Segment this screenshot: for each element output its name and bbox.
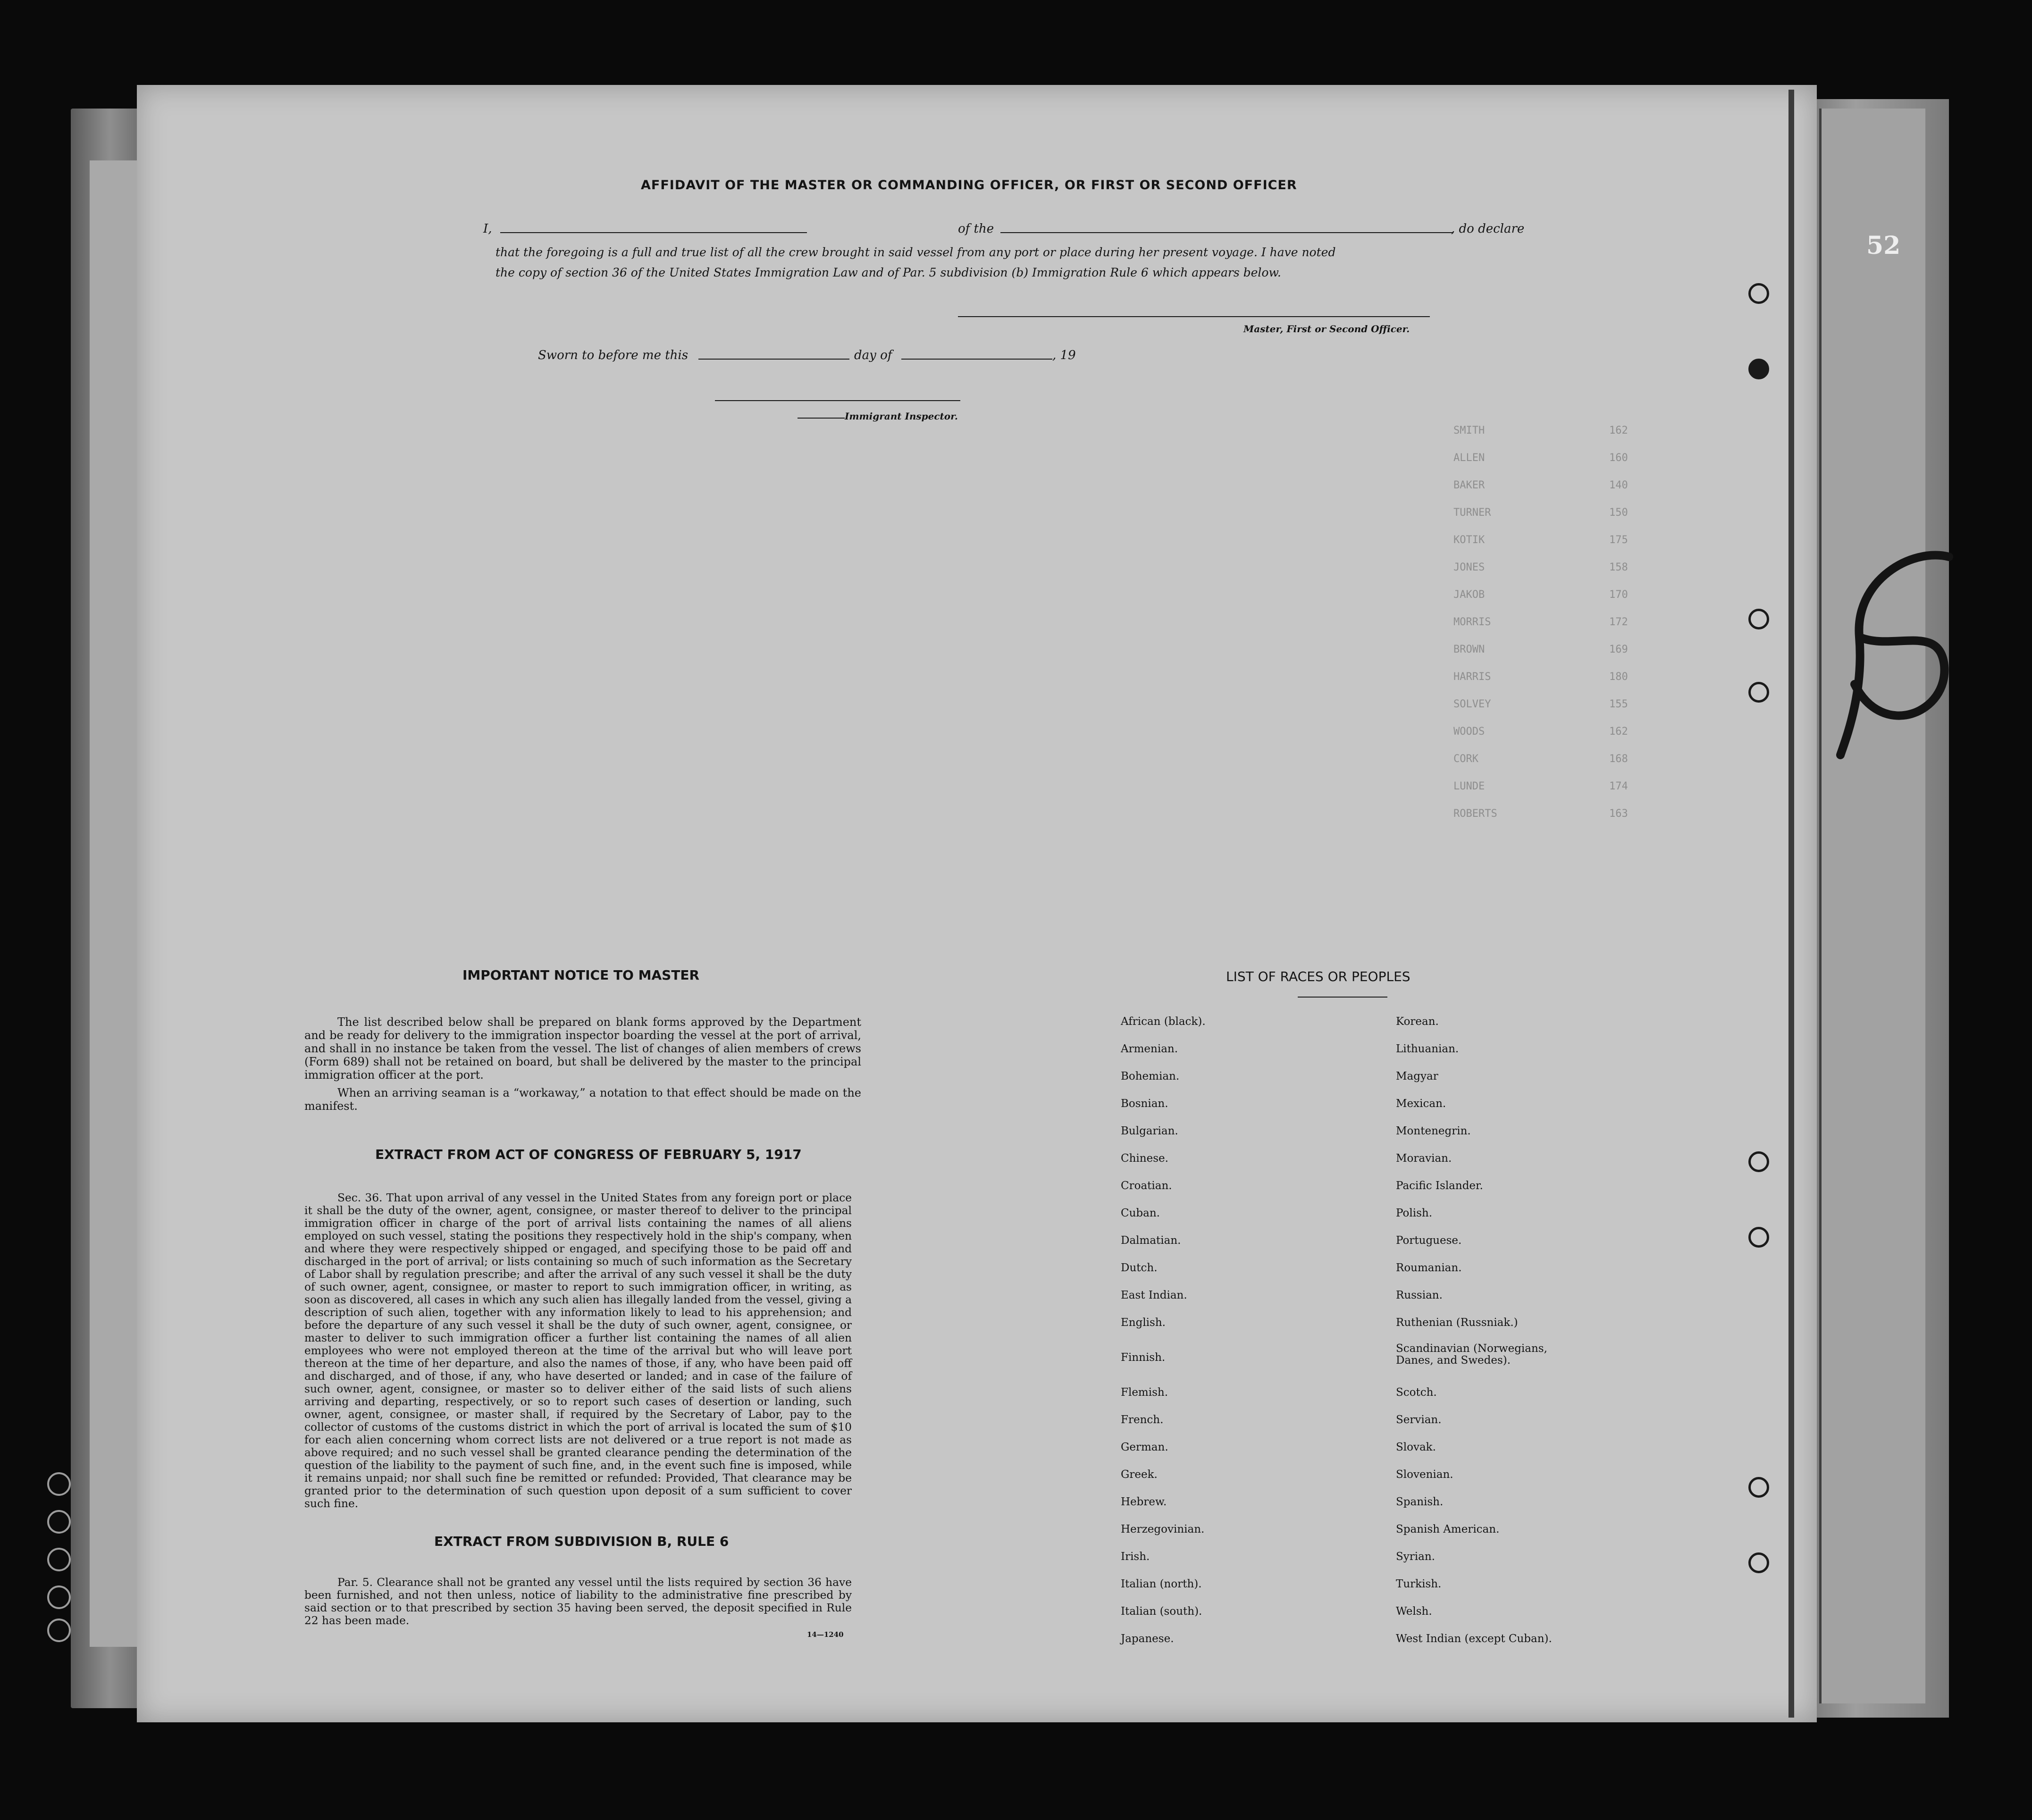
race-item: Croatian.: [1121, 1180, 1172, 1192]
bleed-through-text: 175: [1609, 534, 1628, 546]
binder-hole: [47, 1548, 71, 1571]
sworn-label: Sworn to before me this: [538, 348, 689, 362]
notice-paragraph-1: The list described below shall be prepared on blank forms approved by the Department and be ready for delivery to the immigration inspector boarding the vessel at the port of arrival, and shall in no instance be taken from the vessel. The list of changes of alien members of crews (Form 689) shall not be retained on board, but shall be delivered by the master to the principal immigration officer at the port.: [304, 1015, 861, 1082]
sheet-number: 52: [1866, 231, 1901, 260]
race-item: African (black).: [1121, 1015, 1206, 1028]
race-item: Herzegovinian.: [1121, 1523, 1205, 1535]
bleed-through-text: SMITH: [1453, 425, 1485, 436]
race-item: Montenegrin.: [1396, 1125, 1471, 1137]
page-edge-shadow: [1788, 90, 1794, 1718]
bleed-through-text: 163: [1609, 808, 1628, 820]
bleed-through-text: 168: [1609, 753, 1628, 765]
master-signature-line: [958, 316, 1430, 317]
bleed-through-text: ALLEN: [1453, 452, 1485, 464]
affidavit-title: AFFIDAVIT OF THE MASTER OR COMMANDING OFFICER, OR FIRST OR SECOND OFFICER: [641, 178, 1297, 193]
race-item: Bohemian.: [1121, 1070, 1180, 1082]
master-signature-label: Master, First or Second Officer.: [1243, 323, 1410, 335]
notice-header: IMPORTANT NOTICE TO MASTER: [462, 967, 700, 983]
binder-ring-mark: [1748, 1151, 1769, 1172]
underlying-page-right-inner: [1819, 109, 1925, 1703]
bleed-through-text: 169: [1609, 644, 1628, 655]
race-item: Italian (south).: [1121, 1605, 1202, 1618]
binder-hole: [47, 1619, 71, 1642]
act-extract-text: Sec. 36. That upon arrival of any vessel in the United States from any foreign port or place it shall be the duty of the owner, agent, consignee, or master thereof to deliver to the principal immigration officer in charge of the port of arrival lists containing the names of all aliens employed on such vessel, stating the positions they respectively hold in the ship's company, when and where they were respectively shipped or engaged, and specifying those to be paid off and discharged in the port of arrival; or lists containing so much of such information as the Secretary of Labor shall by regulation prescribe; and after the arrival of any such vessel it shall be the duty of such owner, agent, consignee, or master to report to such immigration officer, in writing, as soon as discovered, all cases in which any such alien has illegally landed from the vessel, giving a description of such alien, together with any information likely to lead to his apprehension; and before the departure of any such vessel it shall be the duty of such owner, agent, consignee, or master to deliver to such immigration officer a further list containing the names of all alien employees who were not employed thereon at the time of the arrival but who will leave port thereon at the time of her departure, and also the names of those, if any, who have been paid off and discharged, and of those, if any, who have deserted or landed; and in case of the failure of such owner, agent, consignee, or master so to deliver either of the said lists of such aliens arriving and departing, respectively, or so to report such cases of desertion or landing, such owner, agent, consignee, or master shall, if required by the Secretary of Labor, pay to the collector of customs of the customs district in which the port of arrival is located the sum of $10 for each alien concerning whom correct lists are not delivered or a true report is not made as above required; and no such vessel shall be granted clearance pending the determination of the question of the liability to the payment of such fine, and, in the event such fine is imposed, while it remains unpaid; nor shall such fine be remitted or refunded: Provided, That clearance may be granted prior to the determination of such question upon deposit of a sum sufficient to cover such fine.: [304, 1191, 852, 1510]
race-item: Finnish.: [1121, 1351, 1166, 1364]
race-item: East Indian.: [1121, 1289, 1187, 1301]
inspector-signature-line: [715, 400, 960, 401]
affidavit-i-label: I,: [483, 222, 492, 236]
bleed-through-text: 172: [1609, 616, 1628, 628]
race-item: Roumanian.: [1396, 1262, 1462, 1274]
bleed-through-text: 162: [1609, 425, 1628, 436]
binder-ring-mark: [1748, 1227, 1769, 1248]
rule-extract-text: Par. 5. Clearance shall not be granted any vessel until the lists required by section 36 have been furnished, and not then unless, notice of liability to the administrative fine prescribed by said section or to that prescribed by section 35 having been served, the deposit specified in Rule 22 has been made.: [304, 1576, 852, 1627]
race-item: Scotch.: [1396, 1386, 1437, 1399]
race-item: Portuguese.: [1396, 1234, 1462, 1247]
race-item: Spanish American.: [1396, 1523, 1500, 1535]
bleed-through-text: 150: [1609, 507, 1628, 519]
race-item: Dalmatian.: [1121, 1234, 1181, 1247]
race-item: Bosnian.: [1121, 1098, 1168, 1110]
affidavit-of-the-label: of the: [958, 222, 994, 236]
races-header-underline: [1298, 997, 1387, 998]
bleed-through-text: WOODS: [1453, 726, 1485, 738]
race-item: Hebrew.: [1121, 1496, 1167, 1508]
bleed-through-text: 162: [1609, 726, 1628, 738]
races-header: LIST OF RACES OR PEOPLES: [1226, 969, 1411, 984]
act-extract-header: EXTRACT FROM ACT OF CONGRESS OF FEBRUARY 5, 1917: [375, 1147, 802, 1162]
race-item: Korean.: [1396, 1015, 1439, 1028]
binder-hole: [47, 1510, 71, 1534]
race-item: Servian.: [1396, 1414, 1442, 1426]
binder-ring-mark: [1748, 1477, 1769, 1498]
race-item: Scandinavian (Norwegians, Danes, and Swedes).: [1396, 1342, 1547, 1367]
sworn-month-line: [901, 359, 1052, 360]
race-item: Magyar: [1396, 1070, 1438, 1082]
race-item: West Indian (except Cuban).: [1396, 1633, 1552, 1645]
race-item: Bulgarian.: [1121, 1125, 1178, 1137]
race-item: Polish.: [1396, 1207, 1433, 1219]
bleed-through-text: 140: [1609, 479, 1628, 491]
rule-extract-header: EXTRACT FROM SUBDIVISION B, RULE 6: [434, 1534, 729, 1549]
race-item: Syrian.: [1396, 1551, 1435, 1563]
race-item: German.: [1121, 1441, 1168, 1453]
race-item: Lithuanian.: [1396, 1043, 1459, 1055]
race-item: French.: [1121, 1414, 1164, 1426]
race-item: Slovak.: [1396, 1441, 1436, 1453]
manifest-page: [137, 85, 1817, 1722]
race-item: Chinese.: [1121, 1152, 1168, 1165]
bleed-through-text: JAKOB: [1453, 589, 1485, 601]
notice-paragraph-2: When an arriving seaman is a “workaway,” a notation to that effect should be made on the manifest.: [304, 1086, 861, 1113]
day-of-label: day of: [854, 348, 892, 362]
inspector-label: Immigrant Inspector.: [845, 411, 958, 422]
handwritten-mark: [1826, 543, 1968, 764]
binder-hole: [47, 1472, 71, 1496]
race-item: Japanese.: [1121, 1633, 1174, 1645]
race-item: Turkish.: [1396, 1578, 1442, 1590]
bleed-through-text: CORK: [1453, 753, 1478, 765]
bleed-through-text: 180: [1609, 671, 1628, 683]
form-number: 14—1240: [807, 1630, 844, 1639]
race-item: Greek.: [1121, 1468, 1158, 1481]
race-item: Cuban.: [1121, 1207, 1160, 1219]
bleed-through-text: KOTIK: [1453, 534, 1485, 546]
race-item: Armenian.: [1121, 1043, 1178, 1055]
bleed-through-text: BROWN: [1453, 644, 1485, 655]
bleed-through-text: ROBERTS: [1453, 808, 1497, 820]
race-item: English.: [1121, 1317, 1166, 1329]
bleed-through-text: BAKER: [1453, 479, 1485, 491]
race-item: Mexican.: [1396, 1098, 1446, 1110]
bleed-through-text: JONES: [1453, 562, 1485, 573]
binder-hole: [47, 1585, 71, 1609]
race-item: Flemish.: [1121, 1386, 1168, 1399]
binder-ring-mark: [1748, 283, 1769, 304]
sworn-day-line: [698, 359, 849, 360]
race-item: Welsh.: [1396, 1605, 1432, 1618]
race-item: Dutch.: [1121, 1262, 1158, 1274]
bleed-through-text: MORRIS: [1453, 616, 1491, 628]
binder-ring-mark: [1748, 1552, 1769, 1573]
race-item: Ruthenian (Russniak.): [1396, 1317, 1518, 1329]
bleed-through-text: HARRIS: [1453, 671, 1491, 683]
bleed-through-text: 170: [1609, 589, 1628, 601]
bleed-through-text: 155: [1609, 698, 1628, 710]
bleed-through-text: SOLVEY: [1453, 698, 1491, 710]
bleed-through-text: 160: [1609, 452, 1628, 464]
bleed-through-text: 174: [1609, 780, 1628, 792]
race-item: Slovenian.: [1396, 1468, 1453, 1481]
affidavit-vessel-line: [1000, 232, 1453, 233]
binder-ring-mark: [1748, 609, 1769, 629]
bleed-through-text: 158: [1609, 562, 1628, 573]
race-item: Moravian.: [1396, 1152, 1452, 1165]
bleed-through-text: TURNER: [1453, 507, 1491, 519]
race-item: Italian (north).: [1121, 1578, 1202, 1590]
affidavit-name-line: [500, 232, 807, 233]
affidavit-text-line-3: the copy of section 36 of the United States Immigration Law and of Par. 5 subdivision (b) Immigration Rule 6 which appears below.: [495, 266, 1281, 279]
binder-ring-mark: [1748, 682, 1769, 703]
affidavit-text-line-2: that the foregoing is a full and true list of all the crew brought in said vessel from any port or place during her present voyage. I have noted: [495, 245, 1336, 259]
inspector-label-lead-line: [798, 418, 845, 419]
year-label: , 19: [1052, 348, 1076, 362]
binder-ring-mark: [1748, 359, 1769, 379]
bleed-through-text: LUNDE: [1453, 780, 1485, 792]
affidavit-do-declare: , do declare: [1451, 222, 1525, 236]
race-item: Russian.: [1396, 1289, 1443, 1301]
race-item: Irish.: [1121, 1551, 1150, 1563]
race-item: Spanish.: [1396, 1496, 1444, 1508]
race-item: Pacific Islander.: [1396, 1180, 1483, 1192]
